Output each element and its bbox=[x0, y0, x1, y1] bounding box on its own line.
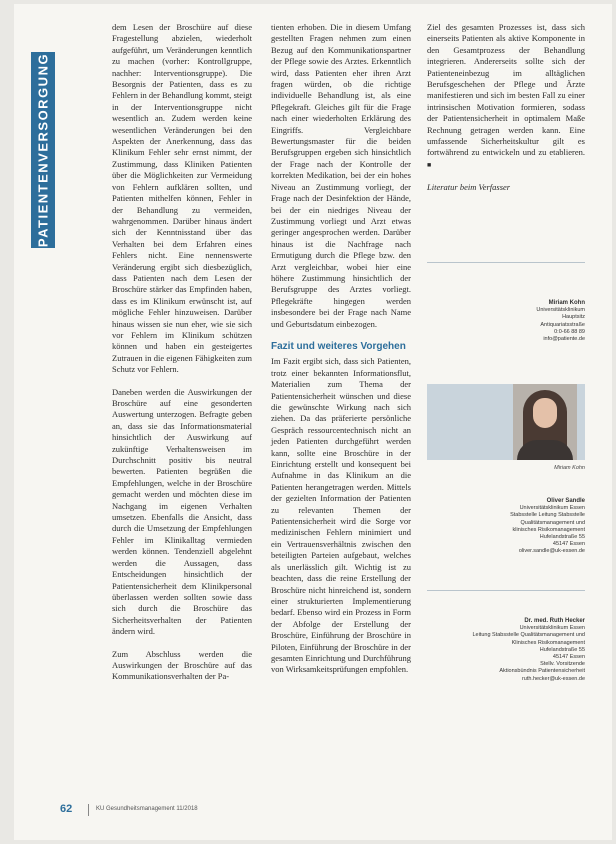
author-info-3 bbox=[427, 618, 585, 683]
page-number: 62 bbox=[60, 803, 73, 815]
text-column-3 bbox=[427, 22, 585, 205]
author-name: Miriam Kohn bbox=[548, 300, 585, 306]
author-name: Oliver Sandle bbox=[546, 498, 585, 504]
author-line: klinisches Risikomanagement bbox=[512, 526, 585, 533]
author-photo-panel bbox=[427, 384, 585, 460]
author-line: Stellv. Vorsitzende bbox=[540, 661, 585, 668]
author-line: 45147 Essen bbox=[552, 654, 585, 661]
text-column-2 bbox=[271, 22, 411, 687]
divider bbox=[427, 590, 585, 591]
author-line: Hufelandstraße 55 bbox=[539, 646, 585, 653]
text-column-1 bbox=[112, 22, 252, 694]
author-line: Universitätsklinikum bbox=[536, 307, 585, 314]
footer-divider bbox=[88, 804, 89, 816]
author-line: 45147 Essen bbox=[552, 541, 585, 548]
author-email[interactable]: info@patiente.de bbox=[543, 336, 585, 343]
author-info-2 bbox=[427, 498, 585, 556]
author-line: Klinisches Risikomanagement bbox=[511, 639, 585, 646]
paragraph: Zum Abschluss werden die Auswirkungen der Broschüre auf das Kommunikationsverhalten der Pa- bbox=[112, 648, 252, 682]
author-line: Antiquariatsstraße bbox=[540, 321, 585, 328]
author-info-1 bbox=[427, 300, 585, 343]
author-email[interactable]: ruth.hecker@uk-essen.de bbox=[521, 675, 585, 682]
journal-name: KU Gesundheitsmanagement 11/2018 bbox=[96, 806, 198, 812]
author-email[interactable]: oliver.sandle@uk-essen.de bbox=[518, 548, 585, 555]
photo-caption: Miriam Kohn bbox=[554, 465, 585, 471]
paragraph-text: Ziel des gesamten Prozesses ist, dass sich einerseits Patienten als aktive Komponente in den Gesamtprozess der Behandlung integrieren. Andererseits sollte sich der Patienteneinbezug im alltäglichen Berufsgeschehen der Pflege und Ärzte manifestieren und sich im besten Fall zu einer intrinsischen Motivation formieren, sodass der Patientensicherheit in optimalem Maße Rechnung getragen werden kann. Eine umfassende Sicherheitskultur gilt es fortwährend zu entwickeln und zu etablieren. bbox=[427, 22, 585, 158]
section-band bbox=[31, 52, 55, 248]
paragraph bbox=[427, 22, 585, 171]
author-line: Universitätsklinikum Essen bbox=[519, 625, 585, 632]
author-line: Hauptsitz bbox=[562, 314, 585, 321]
literature-note: Literatur beim Verfasser bbox=[427, 182, 511, 193]
paragraph: Daneben werden die Auswirkungen der Broschüre auf eine gesonderten Auswertung unterzogen. Befragte geben an, dass sie das Informationsmaterial hinsichtlich der Auswirkung auf zukünftige Verhaltensweisen im Durchschnitt positiv bis neutral bewerten. Patienten begrüßen die Empfehlungen, welche in der Broschüre gemacht werden und möchten diese im Nachgang im eigenen Verhalten umsetzen. Ebenfalls die Ansicht, dass durch die Umsetzung der Empfehlungen Fehler im Klinikalltag vermieden werden können. Tendenziell abgelehnt werden die Aussagen, dass Entscheidungen hinsichtlich der Patientensicherheit dem Klinikpersonal überlassen werden sollten sowie dass sich durch die Broschüre das Sicherheitsverhalten der Patienten ändern wird. bbox=[112, 386, 252, 637]
author-line: Universitätsklinikum Essen bbox=[519, 505, 585, 512]
paragraph: dem Lesen der Broschüre auf diese Fragestellung abzielen, wiederholt aufgeführt, um Veränderungen kenntlich zu machen (vorher: Kontrollgruppe, nachher: Interventionsgruppe). Die Besorgnis der Patienten, dass es zu Fehlern in der Behandlung kommt, steigt in der Interventionsgruppe nicht wesentlich an. Zudem werden keine wesentlichen Veränderungen bei den Aspekten der Anerkennung, dass das Klinikum Fehler sehr ernst nimmt, der Zustimmung, dass Kliniken Patienten über die Möglichkeiten zur Vermeidung von Fehlern aufklären sollten, und Patienten mithelfen können, Fehler in der Behandlung zu vermeiden, wahrgenommen. Darüber hinaus ändert sich der Kenntnisstand über das Verhalten bei dem Erfahren eines Fehlers nicht. Eine nennenswerte Veränderung ergibt sich diesbezüglich, dass Patienten nach dem Lesen der Broschüre stärker das Empfinden haben, dass es im Klinikum erwünscht ist, auf mögliche Fehler hinzuweisen. Darüber hinaus wissen sie nun eher, wie sie sich vor Fehlern im Klinikum schützen können und haben ein gesteigertes Zutrauen in die eigenen Fähigkeiten zum Schutz vor Fehlern. bbox=[112, 22, 252, 375]
author-line: Leitung Stabsstelle Qualitätsmanagement und bbox=[472, 632, 585, 639]
divider bbox=[427, 262, 585, 263]
author-name: Dr. med. Ruth Hecker bbox=[524, 618, 585, 624]
author-line: 0:0-66 88 89 bbox=[554, 328, 585, 335]
section-heading: Fazit und weiteres Vorgehen bbox=[271, 340, 406, 352]
author-photo bbox=[513, 384, 577, 460]
paragraph: tienten erhoben. Die in diesem Umfang gestellten Fragen nehmen zum einen Bezug auf den Kommunikationspartner der Pflege sowie des Arztes. Erkenntlich wird, dass Patienten eher ihren Arzt fragen würden, ob die richtige individuelle Behandlung ist, als eine Pflegekraft. Gleiches gilt für die Frage nach einer wiederholten Erklärung des Eingriffs. Vergleichbare Bewertungsmaster für die beiden Berufsgruppen ergeben sich hinsichtlich der Frage nach der Kontrolle der korrekten Medikation, bei der ein hohes Niveau an Zustimmung vorliegt, der Frage nach der Desinfektion der Hände, bei der ein niedriges Niveau der Zustimmung vorliegt und Arzt etwas geringer angesprochen werden. Darüber hinaus ist die Nachfrage nach Ermutigung durch die Pflege bzw. den Arzt vergleichbar, wobei hier eine höhere Zustimmung hinsichtlich der Berufsgruppe des Arztes vorliegt. Pflegekräfte hingegen werden insbesondere bei der Frage nach Name und Geburtsdatum einbezogen. bbox=[271, 22, 411, 329]
end-square-icon: ■ bbox=[427, 160, 432, 169]
paragraph: Im Fazit ergibt sich, dass sich Patienten, trotz einer bekannten Informationsflut, Materialien zum Thema der Patientensicherheit wünschen und diese die gewünschte Wirkung nach sich ziehen. Da das präferierte persönliche Gespräch ressourcentechnisch nicht an jeden Patienten durchgeführt werden kann, sollte eine Broschüre in der Einrichtung erstellt und konsequent bei Aufnahme in das Klinikum an die Patienten herangetragen werden. Mittels der gezielten Information der Patienten zu relevanten Themen der Patientensicherheit wird die Sorge vor medizinischen Fehlern minimiert und ein Vertrauensverhältnis zwischen den beteiligten Parteien aufgebaut, welches als unerlässlich gilt. Wichtig ist zu beachten, dass die reine Erstellung der Broschüre nicht hinreichend ist, sondern einer strukturierten Implementierung bedarf. Ebenso wird ein Prozess in Form der Abfolge der Erstellung der Broschüre, Einführung der Broschüre in Piloten, Einführung der Broschüre in der gesamten Einrichtung und Durchführung von Wirksamkeitsprüfungen empfohlen. bbox=[271, 356, 411, 675]
section-label: PATIENTENVERSORGUNG bbox=[35, 52, 51, 248]
author-line: Aktionsbündnis Patientensicherheit bbox=[499, 668, 585, 675]
author-line: Hufelandstraße 55 bbox=[539, 534, 585, 541]
author-line: Qualitätsmanagement und bbox=[520, 519, 585, 526]
author-line: Stabsstelle Leitung Stabsstelle bbox=[510, 512, 585, 519]
